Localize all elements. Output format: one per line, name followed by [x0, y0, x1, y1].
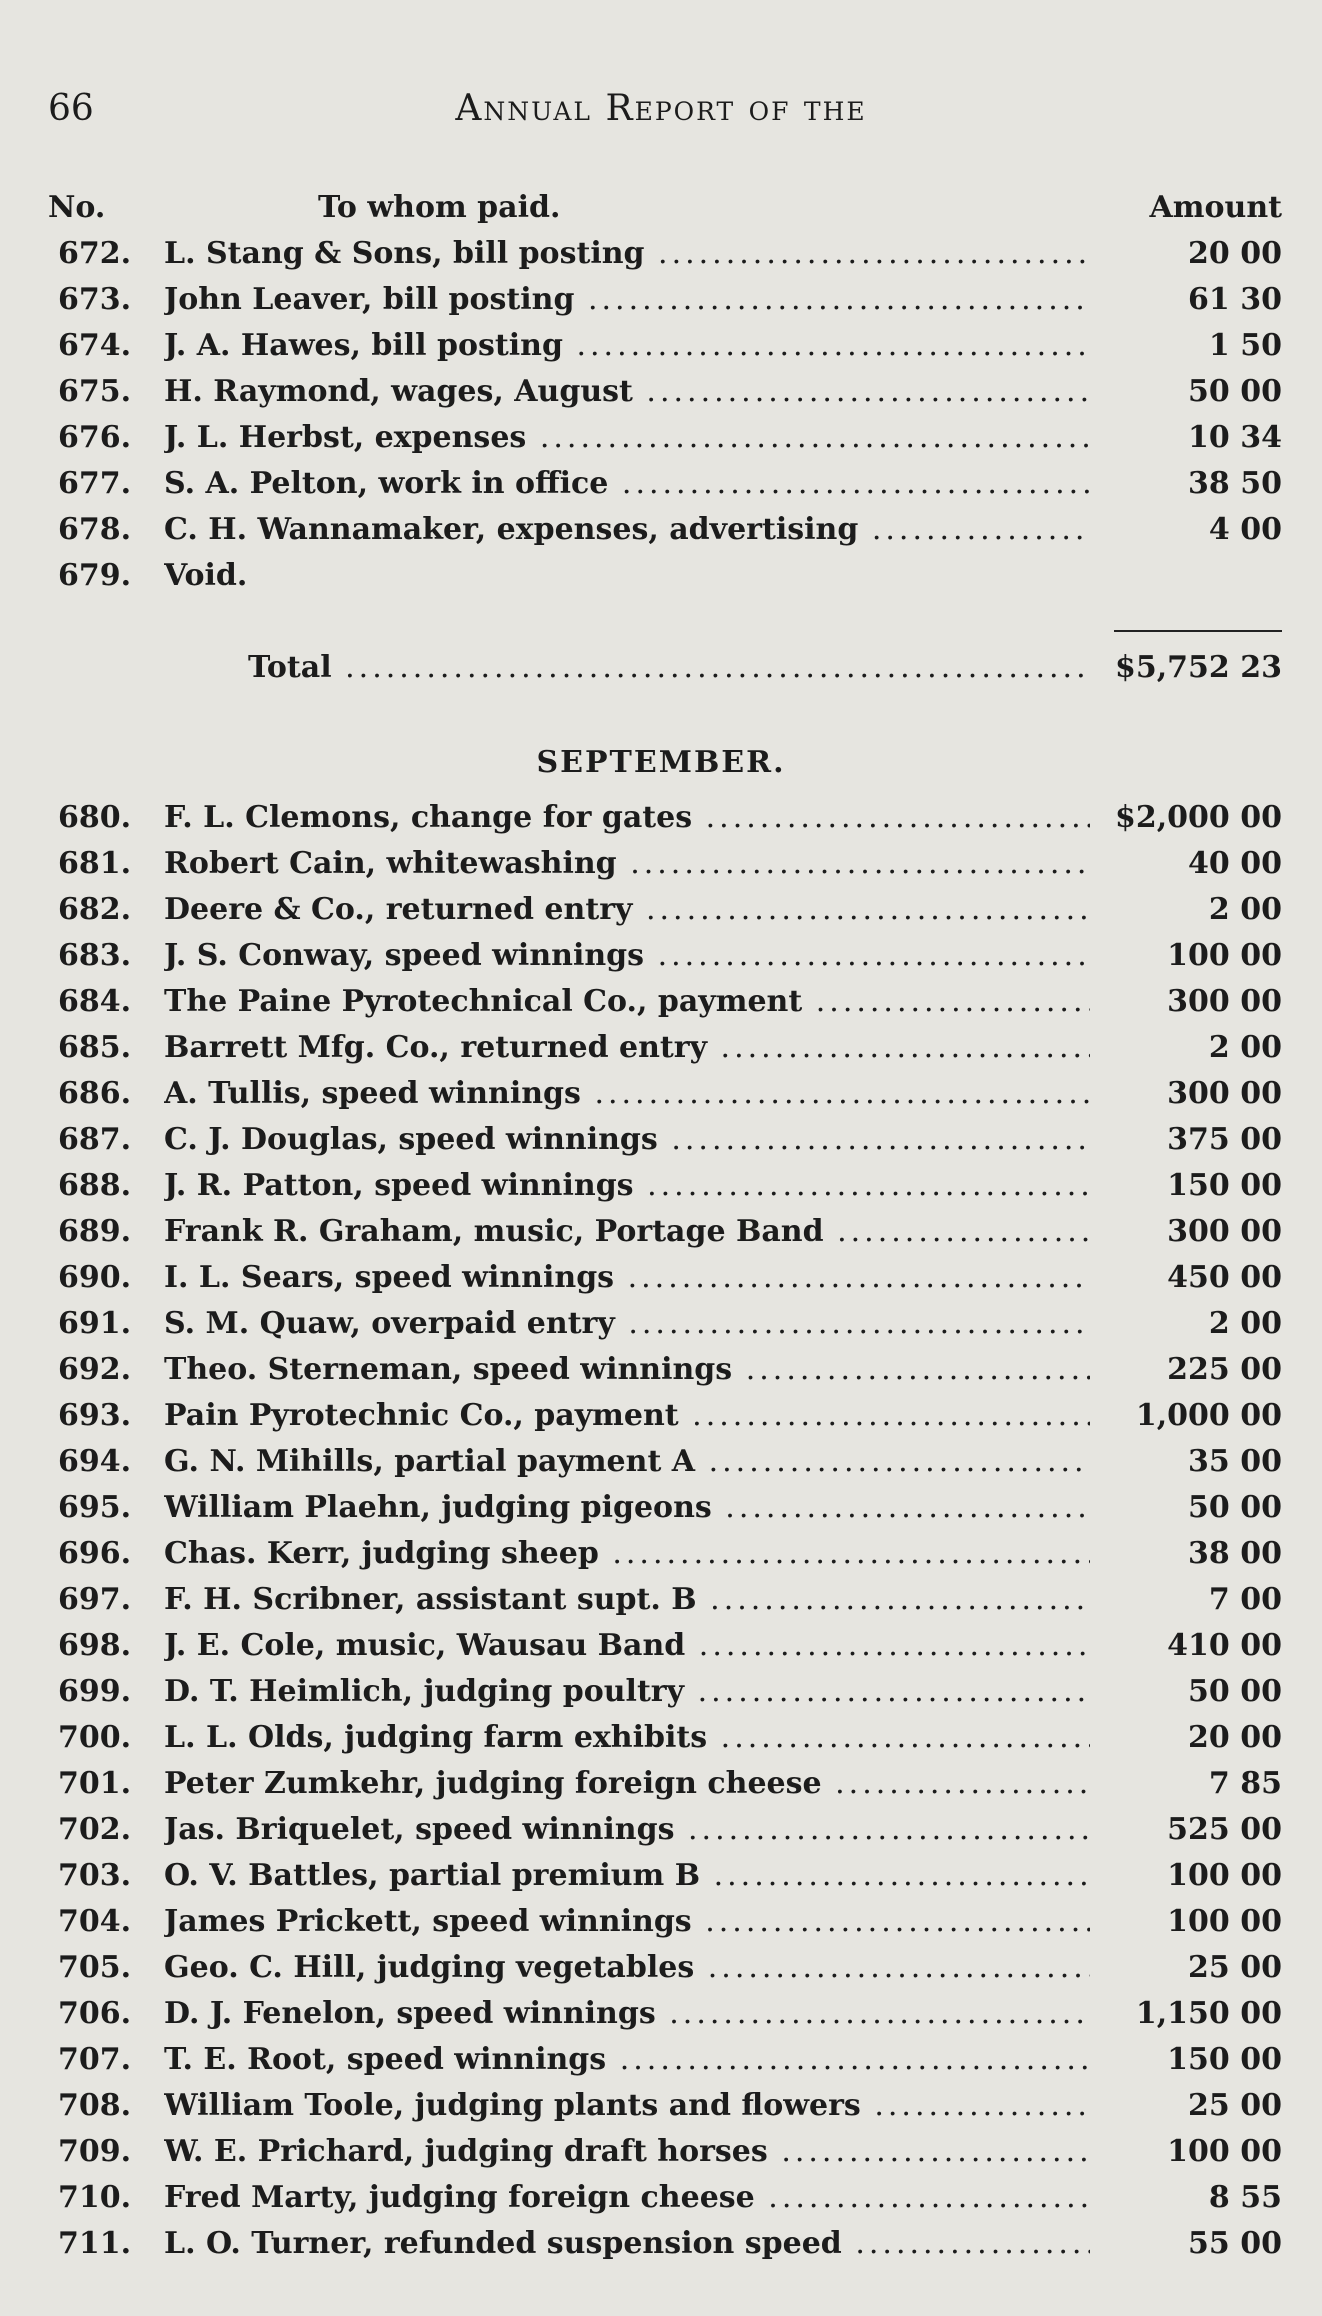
ledger-row: [48, 1260, 1282, 1306]
entry-amount: 1,000 00: [1135, 1398, 1282, 1433]
entry-number: 681.: [58, 846, 132, 881]
ledger-row: [48, 1674, 1282, 1720]
entry-amount: 150 00: [1167, 2042, 1282, 2077]
entry-description: Pain Pyrotechnic Co., payment .....: [164, 1398, 1090, 1433]
ledger-row: [48, 1536, 1282, 1582]
entry-number: 688.: [58, 1168, 132, 1203]
ledger-row: [48, 1444, 1282, 1490]
ledger-row: [48, 1122, 1282, 1168]
entry-amount: 61 30: [1188, 282, 1282, 317]
entry-description: Jas. Briquelet, speed winnings .....: [164, 1812, 1090, 1847]
ledger-row: [48, 800, 1282, 846]
entry-description: O. V. Battles, partial premium B .....: [164, 1858, 1090, 1893]
entry-amount: 300 00: [1167, 1214, 1282, 1249]
ledger-row: [48, 1076, 1282, 1122]
ledger-row: [48, 466, 1282, 512]
entry-description: Robert Cain, whitewashing .....: [164, 846, 1090, 881]
entry-number: 694.: [58, 1444, 132, 1479]
entry-description: C. H. Wannamaker, expenses, advertising .....: [164, 512, 1090, 547]
entry-amount: 20 00: [1188, 236, 1282, 271]
entry-amount: 225 00: [1167, 1352, 1282, 1387]
ledger-row: [48, 938, 1282, 984]
entry-number: 703.: [58, 1858, 132, 1893]
entry-amount: 8 55: [1208, 2180, 1282, 2215]
ledger-row: [48, 1766, 1282, 1812]
entry-number: 698.: [58, 1628, 132, 1663]
column-header-no: No.: [48, 190, 106, 225]
entry-number: 685.: [58, 1030, 132, 1065]
ledger-row: [48, 1628, 1282, 1674]
entry-description: H. Raymond, wages, August .....: [164, 374, 1090, 409]
entry-number: 700.: [58, 1720, 132, 1755]
column-header-amount: Amount: [1149, 190, 1282, 225]
ledger-row: [48, 1306, 1282, 1352]
total-row: [48, 650, 1282, 696]
entry-description: G. N. Mihills, partial payment A .....: [164, 1444, 1090, 1479]
entry-description: Barrett Mfg. Co., returned entry .....: [164, 1030, 1090, 1065]
entry-description: J. R. Patton, speed winnings .....: [164, 1168, 1090, 1203]
entry-amount: 100 00: [1167, 938, 1282, 973]
entry-number: 689.: [58, 1214, 132, 1249]
august-entries: [48, 236, 1282, 604]
entry-amount: 25 00: [1188, 1950, 1282, 1985]
entry-description: Peter Zumkehr, judging foreign cheese .....: [164, 1766, 1090, 1801]
ledger-row: [48, 1904, 1282, 1950]
entry-amount: 450 00: [1167, 1260, 1282, 1295]
total-amount: $5,752 23: [1114, 650, 1282, 685]
entry-number: 682.: [58, 892, 132, 927]
entry-description: D. J. Fenelon, speed winnings .....: [164, 1996, 1090, 2031]
entry-amount: 375 00: [1167, 1122, 1282, 1157]
entry-description: L. Stang & Sons, bill posting .....: [164, 236, 1090, 271]
entry-number: 684.: [58, 984, 132, 1019]
entry-amount: 525 00: [1167, 1812, 1282, 1847]
ledger-row: [48, 2180, 1282, 2226]
ledger-row: [48, 2088, 1282, 2134]
entry-description: W. E. Prichard, judging draft horses .....: [164, 2134, 1090, 2169]
entry-amount: 55 00: [1188, 2226, 1282, 2261]
ledger-row: [48, 1996, 1282, 2042]
entry-description: William Toole, judging plants and flowers .....: [164, 2088, 1090, 2123]
entry-amount: 50 00: [1188, 374, 1282, 409]
entry-number: 673.: [58, 282, 132, 317]
ledger-row: [48, 1858, 1282, 1904]
entry-description: L. O. Turner, refunded suspension speed .....: [164, 2226, 1090, 2261]
entry-number: 706.: [58, 1996, 132, 2031]
entry-number: 692.: [58, 1352, 132, 1387]
entry-description: J. L. Herbst, expenses .....: [164, 420, 1090, 455]
page-header: [48, 88, 1274, 138]
entry-description: Geo. C. Hill, judging vegetables .....: [164, 1950, 1090, 1985]
total-rule: [1114, 630, 1282, 632]
entry-description: J. S. Conway, speed winnings .....: [164, 938, 1090, 973]
entry-amount: 2 00: [1208, 1306, 1282, 1341]
entry-description: I. L. Sears, speed winnings .....: [164, 1260, 1090, 1295]
entry-amount: 35 00: [1188, 1444, 1282, 1479]
entry-description: S. M. Quaw, overpaid entry .....: [164, 1306, 1090, 1341]
ledger-row: [48, 1030, 1282, 1076]
entry-number: 678.: [58, 512, 132, 547]
ledger-row: [48, 328, 1282, 374]
entry-description: J. A. Hawes, bill posting .....: [164, 328, 1090, 363]
entry-number: 676.: [58, 420, 132, 455]
ledger-row: [48, 1582, 1282, 1628]
entry-amount: 4 00: [1208, 512, 1282, 547]
entry-number: 708.: [58, 2088, 132, 2123]
entry-amount: 1,150 00: [1135, 1996, 1282, 2031]
ledger-row: [48, 1214, 1282, 1260]
entry-description: William Plaehn, judging pigeons .....: [164, 1490, 1090, 1525]
entry-number: 697.: [58, 1582, 132, 1617]
entry-amount: 1 50: [1208, 328, 1282, 363]
ledger-row: [48, 558, 1282, 604]
entry-number: 705.: [58, 1950, 132, 1985]
entry-number: 711.: [58, 2226, 132, 2261]
entry-amount: 10 34: [1188, 420, 1282, 455]
entry-number: 690.: [58, 1260, 132, 1295]
ledger-row: [48, 1168, 1282, 1214]
entry-number: 709.: [58, 2134, 132, 2169]
entry-amount: 2 00: [1208, 892, 1282, 927]
entry-amount: 40 00: [1188, 846, 1282, 881]
entry-number: 695.: [58, 1490, 132, 1525]
column-headers: [48, 190, 1282, 230]
entry-amount: 100 00: [1167, 1904, 1282, 1939]
running-title: Annual Report of the: [455, 88, 867, 129]
ledger-row: [48, 1490, 1282, 1536]
entry-number: 680.: [58, 800, 132, 835]
entry-description: S. A. Pelton, work in office .....: [164, 466, 1090, 501]
entry-description: Fred Marty, judging foreign cheese .....: [164, 2180, 1090, 2215]
column-header-payee: To whom paid.: [318, 190, 561, 225]
ledger-row: [48, 846, 1282, 892]
entry-amount: 2 00: [1208, 1030, 1282, 1065]
entry-number: 691.: [58, 1306, 132, 1341]
ledger-row: [48, 2042, 1282, 2088]
entry-amount: 50 00: [1188, 1674, 1282, 1709]
entry-amount: 25 00: [1188, 2088, 1282, 2123]
entry-number: 710.: [58, 2180, 132, 2215]
entry-amount: 410 00: [1167, 1628, 1282, 1663]
page-number: 66: [48, 88, 94, 129]
ledger-row: [48, 236, 1282, 282]
entry-number: 699.: [58, 1674, 132, 1709]
entry-number: 693.: [58, 1398, 132, 1433]
entry-amount: 20 00: [1188, 1720, 1282, 1755]
entry-amount: 150 00: [1167, 1168, 1282, 1203]
entry-amount: 38 50: [1188, 466, 1282, 501]
entry-amount: 100 00: [1167, 2134, 1282, 2169]
entry-amount: 300 00: [1167, 984, 1282, 1019]
ledger-row: [48, 1352, 1282, 1398]
ledger-row: [48, 1720, 1282, 1766]
entry-amount: 300 00: [1167, 1076, 1282, 1111]
entry-amount: 50 00: [1188, 1490, 1282, 1525]
entry-description: Frank R. Graham, music, Portage Band .....: [164, 1214, 1090, 1249]
ledger-row: [48, 984, 1282, 1030]
entry-description: John Leaver, bill posting .....: [164, 282, 1090, 317]
ledger-row: [48, 282, 1282, 328]
section-title-september: SEPTEMBER.: [536, 745, 786, 780]
entry-description: J. E. Cole, music, Wausau Band .....: [164, 1628, 1090, 1663]
entry-number: 702.: [58, 1812, 132, 1847]
entry-description: James Prickett, speed winnings .....: [164, 1904, 1090, 1939]
entry-number: 686.: [58, 1076, 132, 1111]
entry-description: A. Tullis, speed winnings .....: [164, 1076, 1090, 1111]
entry-description: Deere & Co., returned entry .....: [164, 892, 1090, 927]
entry-amount: 7 00: [1208, 1582, 1282, 1617]
september-entries: [48, 800, 1282, 2272]
entry-description: C. J. Douglas, speed winnings .....: [164, 1122, 1090, 1157]
entry-number: 696.: [58, 1536, 132, 1571]
ledger-row: [48, 420, 1282, 466]
entry-description: F. H. Scribner, assistant supt. B .....: [164, 1582, 1090, 1617]
entry-number: 683.: [58, 938, 132, 973]
ledger-row: [48, 1950, 1282, 1996]
entry-number: 704.: [58, 1904, 132, 1939]
entry-amount: 7 85: [1208, 1766, 1282, 1801]
entry-description: Theo. Sterneman, speed winnings .....: [164, 1352, 1090, 1387]
entry-amount: $2,000 00: [1114, 800, 1282, 835]
entry-description: L. L. Olds, judging farm exhibits .....: [164, 1720, 1090, 1755]
entry-number: 707.: [58, 2042, 132, 2077]
entry-number: 675.: [58, 374, 132, 409]
entry-amount: 38 00: [1188, 1536, 1282, 1571]
ledger-row: [48, 374, 1282, 420]
entry-number: 672.: [58, 236, 132, 271]
ledger-row: [48, 512, 1282, 558]
entry-number: 687.: [58, 1122, 132, 1157]
entry-amount: 100 00: [1167, 1858, 1282, 1893]
entry-description: Chas. Kerr, judging sheep .....: [164, 1536, 1090, 1571]
entry-description: D. T. Heimlich, judging poultry .....: [164, 1674, 1090, 1709]
entry-description: The Paine Pyrotechnical Co., payment .....: [164, 984, 1090, 1019]
entry-number: 679.: [58, 558, 132, 593]
entry-number: 701.: [58, 1766, 132, 1801]
entry-description: Void.: [164, 558, 248, 593]
entry-description: F. L. Clemons, change for gates .....: [164, 800, 1090, 835]
ledger-row: [48, 892, 1282, 938]
ledger-row: [48, 1812, 1282, 1858]
total-label: Total .....: [248, 650, 1090, 685]
entry-number: 674.: [58, 328, 132, 363]
ledger-row: [48, 2134, 1282, 2180]
ledger-row: [48, 1398, 1282, 1444]
entry-description: T. E. Root, speed winnings .....: [164, 2042, 1090, 2077]
ledger-row: [48, 2226, 1282, 2272]
entry-number: 677.: [58, 466, 132, 501]
